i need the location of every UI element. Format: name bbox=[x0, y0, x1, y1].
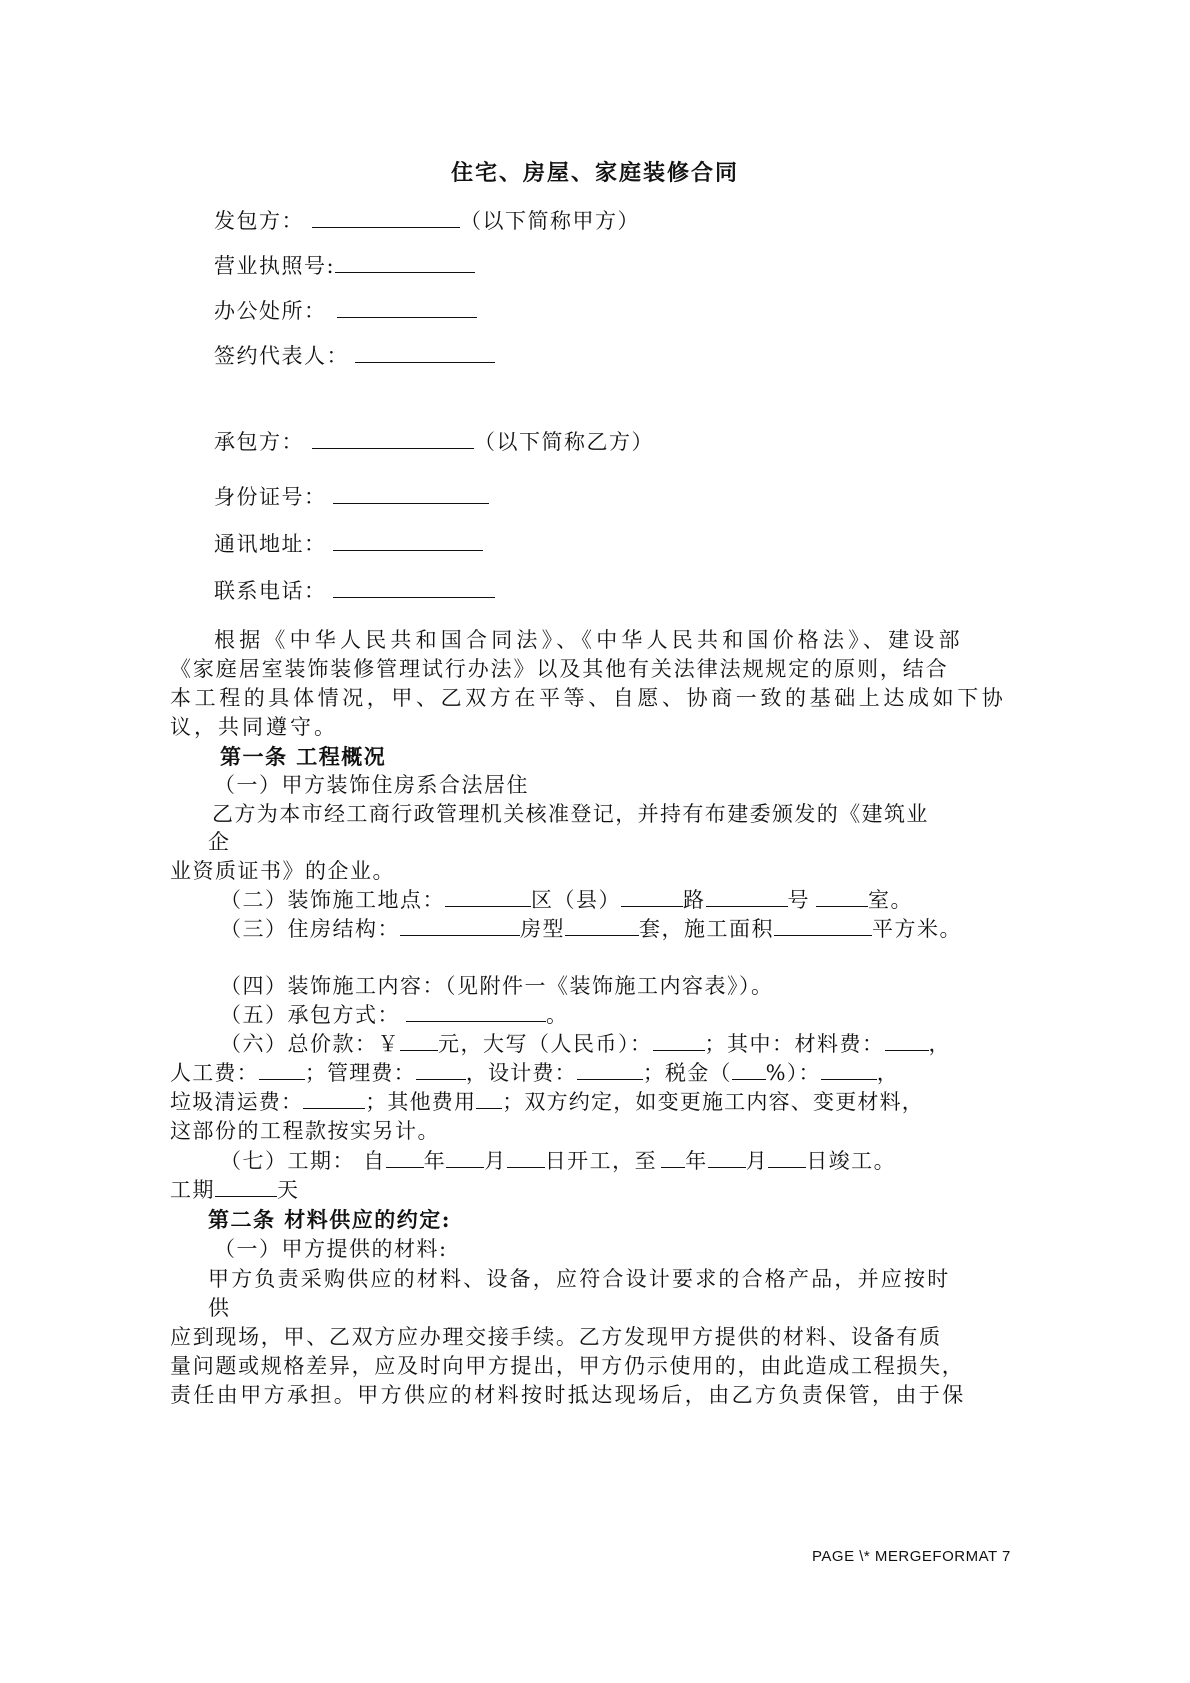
site-blank-2 bbox=[621, 890, 683, 907]
tax-percent-label: %）： bbox=[765, 1061, 821, 1085]
comma: ， bbox=[928, 1032, 951, 1056]
labor-blank bbox=[259, 1063, 305, 1080]
phone-label: 联系电话： bbox=[214, 579, 327, 603]
yuan-label: 元，大写（人民币）： bbox=[438, 1032, 653, 1056]
license-blank bbox=[335, 256, 475, 273]
duration-label: 工期 bbox=[170, 1178, 215, 1202]
article-2-para-line-5: 责任由甲方承担。甲方供应的材料按时抵达现场后，由乙方负责保管，由于保 bbox=[170, 1383, 966, 1407]
comma-2: ， bbox=[876, 1061, 899, 1085]
month-label: 月 bbox=[484, 1149, 507, 1173]
contract-mode-label: （五）承包方式： bbox=[220, 1003, 400, 1027]
number-label: 号 bbox=[787, 888, 810, 912]
structure-blank-1 bbox=[400, 919, 520, 936]
office-line bbox=[214, 295, 477, 325]
article-1-item-1-line-2: 乙方为本市经工商行政管理机关核准登记，并持有布建委颁发的《建筑业 bbox=[212, 802, 929, 826]
party-a-blank bbox=[312, 211, 460, 228]
article-2-heading: 第二条 材料供应的约定: bbox=[208, 1207, 452, 1232]
party-a-line bbox=[214, 205, 640, 235]
start-month-blank bbox=[446, 1151, 484, 1168]
article-1-item-1-line-4: 业资质证书》的企业。 bbox=[170, 859, 395, 883]
article-2-para-line-1: 甲方负责采购供应的材料、设备，应符合设计要求的合格产品，并应按时 bbox=[208, 1267, 951, 1291]
end-year-blank bbox=[661, 1151, 685, 1168]
representative-line bbox=[214, 340, 495, 370]
article-2-para-line-2: 供 bbox=[208, 1296, 231, 1320]
management-blank bbox=[416, 1063, 466, 1080]
article-1-item-7-line-2 bbox=[170, 1174, 300, 1204]
article-1-item-6-line-2 bbox=[170, 1057, 899, 1087]
start-year-blank bbox=[386, 1151, 424, 1168]
design-label: ，设计费： bbox=[465, 1061, 577, 1085]
garbage-label: 垃圾清运费： bbox=[170, 1090, 304, 1114]
materials-label: ；其中：材料费： bbox=[704, 1032, 885, 1056]
agreement-text: ；双方约定，如变更施工内容、变更材料， bbox=[502, 1090, 925, 1114]
total-price-label: （六）总价款：￥ bbox=[220, 1032, 400, 1056]
design-blank bbox=[577, 1063, 643, 1080]
construction-site-label: （二）装饰施工地点： bbox=[220, 888, 445, 912]
article-2-para-line-4: 量问题或规格差异，应及时向甲方提出，甲方仍示使用的，由此造成工程损失， bbox=[170, 1354, 965, 1378]
contract-title: 住宅、房屋、家庭装修合同 bbox=[450, 160, 739, 186]
address-label: 通讯地址： bbox=[214, 532, 327, 556]
article-1-item-3 bbox=[220, 913, 962, 943]
page-footer: PAGE \* MERGEFORMAT 7 bbox=[812, 1548, 1011, 1565]
id-line bbox=[214, 481, 489, 511]
article-2-para-line-3: 应到现场，甲、乙双方应办理交接手续。乙方发现甲方提供的材料、设备有质 bbox=[170, 1325, 942, 1349]
other-fees-blank bbox=[476, 1092, 502, 1109]
structure-blank-2 bbox=[565, 919, 639, 936]
article-2-item-1: （一）甲方提供的材料: bbox=[214, 1237, 448, 1261]
party-a-label: 发包方： bbox=[214, 209, 304, 233]
article-1-item-5 bbox=[220, 999, 569, 1029]
structure-blank-3 bbox=[774, 919, 872, 936]
article-1-item-6-line-4: 这部份的工程款按实另计。 bbox=[170, 1119, 440, 1143]
article-1-heading: 第一条 工程概况 bbox=[220, 744, 387, 769]
year-label-2: 年 bbox=[685, 1149, 708, 1173]
management-label: ；管理费： bbox=[304, 1061, 416, 1085]
party-a-suffix: （以下简称甲方） bbox=[460, 209, 640, 233]
other-fees-label: ；其他费用 bbox=[365, 1090, 477, 1114]
house-type-label: 房型 bbox=[520, 917, 565, 941]
party-b-suffix: （以下简称乙方） bbox=[474, 430, 654, 454]
amount-words-blank bbox=[653, 1034, 705, 1051]
year-label: 年 bbox=[423, 1149, 447, 1173]
labor-label: 人工费： bbox=[170, 1061, 259, 1085]
contract-mode-blank bbox=[406, 1005, 546, 1022]
article-1-item-4: （四）装饰施工内容：（见附件一《装饰施工内容表》）。 bbox=[220, 974, 774, 998]
tax-rate-blank bbox=[732, 1063, 766, 1080]
representative-blank bbox=[355, 346, 495, 363]
end-day-blank bbox=[768, 1151, 806, 1168]
finish-label: 日竣工。 bbox=[806, 1149, 897, 1173]
party-b-line bbox=[214, 426, 654, 456]
month-label-2: 月 bbox=[745, 1149, 769, 1173]
party-b-label: 承包方： bbox=[214, 430, 304, 454]
start-label: 日开工，至 bbox=[544, 1149, 658, 1173]
address-line bbox=[214, 528, 483, 558]
end-month-blank bbox=[708, 1151, 746, 1168]
structure-label: （三）住房结构： bbox=[220, 917, 400, 941]
license-label: 营业执照号: bbox=[214, 254, 336, 278]
materials-blank bbox=[885, 1034, 929, 1051]
start-day-blank bbox=[507, 1151, 545, 1168]
office-blank bbox=[337, 301, 477, 318]
article-1-item-1: （一）甲方装饰住房系合法居住 bbox=[214, 773, 529, 797]
party-b-blank bbox=[312, 432, 474, 449]
preamble-line-2: 《家庭居室装饰装修管理试行办法》以及其他有关法律法规规定的原则，结合 bbox=[170, 657, 949, 681]
preamble-line-1: 根据《中华人民共和国合同法》、《中华人民共和国价格法》、建设部 bbox=[214, 628, 964, 652]
preamble-line-3: 本工程的具体情况，甲、乙双方在平等、自愿、协商一致的基础上达成如下协 bbox=[170, 686, 1007, 710]
article-1-item-1-line-3: 企 bbox=[208, 830, 231, 854]
sqm-label: 平方米。 bbox=[872, 917, 962, 941]
article-1-item-6-line-3 bbox=[170, 1086, 924, 1116]
address-blank bbox=[333, 534, 483, 551]
tax-label: ；税金（ bbox=[642, 1061, 732, 1085]
room-label: 室。 bbox=[868, 888, 913, 912]
license-line bbox=[214, 250, 475, 280]
period-label: （七）工期： 自 bbox=[220, 1149, 386, 1173]
tax-blank bbox=[821, 1063, 877, 1080]
id-blank bbox=[333, 487, 489, 504]
article-1-item-2 bbox=[220, 884, 913, 914]
road-label: 路 bbox=[683, 888, 706, 912]
site-blank-4 bbox=[816, 890, 868, 907]
representative-label: 签约代表人： bbox=[214, 344, 349, 368]
id-label: 身份证号： bbox=[214, 485, 327, 509]
office-label: 办公处所： bbox=[214, 299, 327, 323]
district-label: 区（县） bbox=[531, 888, 621, 912]
price-blank bbox=[400, 1034, 438, 1051]
garbage-blank bbox=[303, 1092, 365, 1109]
phone-blank bbox=[333, 581, 495, 598]
duration-blank bbox=[215, 1180, 277, 1197]
article-1-item-7 bbox=[220, 1145, 896, 1175]
days-label: 天 bbox=[277, 1178, 300, 1202]
phone-line bbox=[214, 575, 495, 605]
area-label: 套，施工面积 bbox=[639, 917, 774, 941]
preamble-line-4: 议，共同遵守。 bbox=[170, 715, 338, 739]
site-blank-3 bbox=[706, 890, 788, 907]
site-blank-1 bbox=[445, 890, 531, 907]
article-1-item-6 bbox=[220, 1028, 951, 1058]
contract-mode-end: 。 bbox=[546, 1003, 569, 1027]
